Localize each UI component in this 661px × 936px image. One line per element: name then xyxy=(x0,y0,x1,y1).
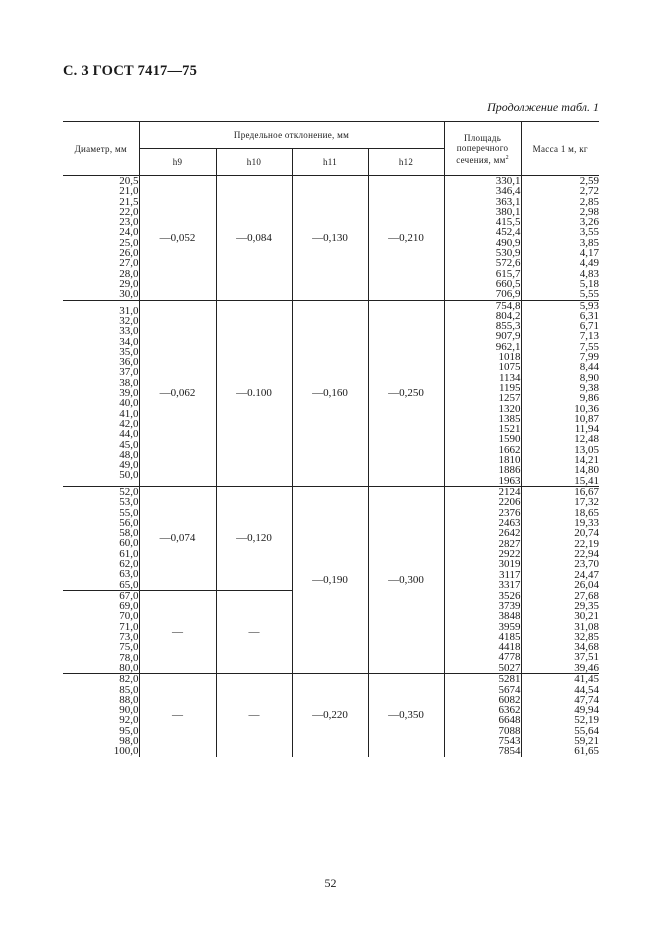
table-row-group xyxy=(63,674,599,757)
table-cell-value: 615,7 xyxy=(495,267,521,280)
table-cell-value: 1134 xyxy=(498,371,521,384)
table-cell-value: 29,35 xyxy=(574,599,600,612)
table-cell-value: 33,0 xyxy=(119,325,139,338)
table-cell-value: 61,65 xyxy=(574,745,600,758)
table-cell-value: 1257 xyxy=(498,392,521,405)
table-cell-value: 69,0 xyxy=(119,600,139,613)
area-list xyxy=(444,590,521,673)
table-cell-value: 1195 xyxy=(498,381,521,394)
mass-list xyxy=(521,300,599,486)
table-cell-value: 3526 xyxy=(498,589,521,602)
table-cell-value: 44,54 xyxy=(574,683,600,696)
table-cell-value: 1521 xyxy=(498,423,521,436)
table-cell-value: 55,64 xyxy=(574,724,600,737)
table-cell-value: 7088 xyxy=(498,724,521,737)
table-cell-value: 24,47 xyxy=(574,568,600,581)
tolerance-h12: —0,350 xyxy=(368,674,444,757)
table-cell-value: 28,0 xyxy=(119,267,139,280)
table-cell-value: 6,71 xyxy=(579,320,600,333)
table-row-group xyxy=(63,486,599,590)
mass-list xyxy=(521,486,599,590)
table-cell-value: 32,0 xyxy=(119,315,139,327)
table-cell-value: 5,18 xyxy=(579,277,600,290)
table-cell-value: 3739 xyxy=(498,599,521,612)
table-cell-value: 706,9 xyxy=(495,288,521,301)
table-cell-value: 3317 xyxy=(498,578,521,591)
table-cell-value: 27,0 xyxy=(119,257,139,270)
table-cell-value: 70,0 xyxy=(119,610,139,623)
table-cell-value: 660,5 xyxy=(495,277,521,290)
table-cell-value: 52,0 xyxy=(119,485,139,498)
table-cell-value: 34,68 xyxy=(574,641,600,654)
tolerance-h11: —0,220 xyxy=(292,674,368,757)
diameter-list xyxy=(63,674,139,757)
table-cell-value: 5674 xyxy=(498,683,521,696)
table-cell-value: 530,9 xyxy=(495,247,521,260)
table-cell-value: 2376 xyxy=(498,506,521,519)
area-list xyxy=(444,176,521,301)
table-cell-value: 5,55 xyxy=(579,288,600,301)
table-cell-value: 962,1 xyxy=(495,340,521,353)
table-cell-value: 47,74 xyxy=(574,693,600,706)
table-cell-value: 6362 xyxy=(498,704,521,717)
header-limit-deviation: Предельное отклонение, мм xyxy=(139,122,444,149)
tolerance-h12: —0,250 xyxy=(368,300,444,486)
tolerance-h12-merged: —0,300 xyxy=(368,486,444,673)
table-cell-value: 4,17 xyxy=(579,247,600,260)
table-cell-value: 2,59 xyxy=(579,175,600,187)
table-cell-value: 2642 xyxy=(498,527,521,540)
table-cell-value: 7,55 xyxy=(579,340,600,353)
tolerance-h9: —0,062 xyxy=(139,300,216,486)
area-list xyxy=(444,300,521,486)
tolerance-h12: —0,210 xyxy=(368,176,444,301)
tolerance-h10: — xyxy=(216,590,292,673)
table-cell-value: 100,0 xyxy=(113,745,139,758)
tolerance-h11-merged: —0,190 xyxy=(292,486,368,673)
table-cell-value: 50,0 xyxy=(119,469,139,482)
table-cell-value: 27,68 xyxy=(574,589,600,602)
table-cell-value: 30,0 xyxy=(119,288,139,301)
table-cell-value: 80,0 xyxy=(119,661,139,674)
table-cell-value: 53,0 xyxy=(119,496,139,509)
table-cell-value: 9,86 xyxy=(579,392,600,405)
table-cell-value: 804,2 xyxy=(495,309,521,322)
table-cell-value: 22,0 xyxy=(119,205,139,218)
table-cell-value: 37,0 xyxy=(119,366,139,379)
mass-list xyxy=(521,176,599,301)
table-cell-value: 3959 xyxy=(498,620,521,633)
table-cell-value: 13,05 xyxy=(574,443,600,456)
table-cell-value: 7854 xyxy=(498,745,521,758)
table-cell-value: 19,33 xyxy=(574,517,600,530)
header-area xyxy=(444,122,521,176)
table-cell-value: 23,70 xyxy=(574,558,600,571)
table-cell-value: 61,0 xyxy=(119,547,139,560)
table-cell-value: 36,0 xyxy=(119,356,139,369)
table-cell-value: 1963 xyxy=(498,474,521,487)
table-cell-value: 1590 xyxy=(498,433,521,446)
table-cell-value: 17,32 xyxy=(574,496,600,509)
table-cell-value: 41,0 xyxy=(119,407,139,420)
table-cell-value: 415,5 xyxy=(495,216,521,229)
table-cell-value: 26,04 xyxy=(574,578,600,591)
tolerance-h9: —0,052 xyxy=(139,176,216,301)
table-cell-value: 10,36 xyxy=(574,402,600,415)
table-cell-value: 88,0 xyxy=(119,693,139,706)
table-cell-value: 5,93 xyxy=(579,299,600,312)
table-cell-value: 7,13 xyxy=(579,330,600,343)
table-cell-value: 16,67 xyxy=(574,486,600,499)
table-cell-value: 3019 xyxy=(498,558,521,571)
table-cell-value: 12,48 xyxy=(574,433,600,446)
table-cell-value: 14,21 xyxy=(574,454,600,467)
page-number: 52 xyxy=(324,876,337,890)
table-cell-value: 20,74 xyxy=(574,527,600,540)
table-cell-value: 4,49 xyxy=(579,257,600,270)
table-cell-value: 6,31 xyxy=(579,309,600,322)
table-cell-value: 9,38 xyxy=(579,381,600,394)
superscript-2: 2 xyxy=(505,154,509,161)
diameter-list xyxy=(63,300,139,486)
table-cell-value: 1075 xyxy=(498,361,521,374)
table-cell-value: 572,6 xyxy=(495,257,521,270)
table-cell-value: 21,5 xyxy=(119,195,139,208)
table-cell-value: 5281 xyxy=(498,673,521,686)
header-diameter: Диаметр, мм xyxy=(63,122,139,176)
table-cell-value: 4,83 xyxy=(579,267,600,280)
table-cell-value: 73,0 xyxy=(119,631,139,644)
table-cell-value: 1662 xyxy=(498,443,521,456)
table-row-group xyxy=(63,176,599,301)
page-header: С. 3 ГОСТ 7417—75 xyxy=(63,63,198,79)
table-cell-value: 34,0 xyxy=(119,335,139,348)
diameter-list xyxy=(63,486,139,590)
header-h10: h10 xyxy=(216,149,292,176)
tolerance-h9: —0,074 xyxy=(139,486,216,590)
table-cell-value: 59,21 xyxy=(574,735,600,748)
table-cell-value: 3,85 xyxy=(579,236,600,249)
table-cell-value: 45,0 xyxy=(119,438,139,451)
table-cell-value: 490,9 xyxy=(495,236,521,249)
table-cell-value: 2463 xyxy=(498,517,521,530)
table-cell-value: 1018 xyxy=(498,351,521,364)
diameter-list xyxy=(63,176,139,301)
mass-list xyxy=(521,674,599,757)
table-cell-value: 6082 xyxy=(498,693,521,706)
table-cell-value: 4185 xyxy=(498,630,521,643)
table-cell-value: 24,0 xyxy=(119,226,139,239)
table-cell-value: 3117 xyxy=(498,568,521,581)
table-cell-value: 39,46 xyxy=(574,661,600,674)
table-cell-value: 40,0 xyxy=(119,397,139,410)
table-cell-value: 3,55 xyxy=(579,226,600,239)
table-cell-value: 78,0 xyxy=(119,651,139,664)
table-cell-value: 55,0 xyxy=(119,506,139,519)
table-cell-value: 98,0 xyxy=(119,735,139,748)
header-h12: h12 xyxy=(368,149,444,176)
table-cell-value: 31,08 xyxy=(574,620,600,633)
mass-list xyxy=(521,590,599,673)
table-cell-value: 7,99 xyxy=(579,351,600,364)
table-cell-value: 23,0 xyxy=(119,216,139,229)
tolerance-h9: — xyxy=(139,590,216,673)
table-cell-value: 330,1 xyxy=(495,175,521,187)
table-cell-value: 90,0 xyxy=(119,704,139,717)
table-cell-value: 1320 xyxy=(498,402,521,415)
table-cell-value: 1810 xyxy=(498,454,521,467)
area-list xyxy=(444,486,521,590)
tolerance-h11: —0,130 xyxy=(292,176,368,301)
tolerance-h10: —0,084 xyxy=(216,176,292,301)
table-cell-value: 31,0 xyxy=(119,304,139,317)
table-cell-value: 14,80 xyxy=(574,464,600,477)
area-list xyxy=(444,674,521,757)
table-cell-value: 18,65 xyxy=(574,506,600,519)
header-mass: Масса 1 м, кг xyxy=(521,122,599,176)
table-cell-value: 44,0 xyxy=(119,428,139,441)
table-cell-value: 452,4 xyxy=(495,226,521,239)
tolerance-h10: —0,120 xyxy=(216,486,292,590)
table-cell-value: 60,0 xyxy=(119,537,139,550)
table-cell-value: 4778 xyxy=(498,651,521,664)
table-cell-value: 8,44 xyxy=(579,361,600,374)
table-cell-value: 25,0 xyxy=(119,236,139,249)
tolerance-h11: —0,160 xyxy=(292,300,368,486)
table-cell-value: 1385 xyxy=(498,412,521,425)
table-cell-value: 49,94 xyxy=(574,704,600,717)
table-cell-value: 42,0 xyxy=(119,417,139,430)
table-cell-value: 4418 xyxy=(498,641,521,654)
table-cell-value: 2,98 xyxy=(579,205,600,218)
table-cell-value: 48,0 xyxy=(119,448,139,461)
table-cell-value: 35,0 xyxy=(119,345,139,358)
table-cell-value: 39,0 xyxy=(119,387,139,400)
table-cell-value: 52,19 xyxy=(574,714,600,727)
table-cell-value: 2124 xyxy=(498,486,521,499)
table-cell-value: 6648 xyxy=(498,714,521,727)
table-cell-value: 2,72 xyxy=(579,185,600,198)
tolerance-h10: — xyxy=(216,674,292,757)
table-cell-value: 8,90 xyxy=(579,371,600,384)
header-h11: h11 xyxy=(292,149,368,176)
tolerance-h10: —0.100 xyxy=(216,300,292,486)
table-cell-value: 855,3 xyxy=(495,320,521,333)
table-cell-value: 380,1 xyxy=(495,205,521,218)
table-cell-value: 754,8 xyxy=(495,299,521,312)
table-cell-value: 2827 xyxy=(498,537,521,550)
table-cell-value: 37,51 xyxy=(574,651,600,664)
table-cell-value: 2206 xyxy=(498,496,521,509)
table-cell-value: 2,85 xyxy=(579,195,600,208)
table-cell-value: 5027 xyxy=(498,661,521,674)
table-cell-value: 32,85 xyxy=(574,630,600,643)
table-cell-value: 85,0 xyxy=(119,683,139,696)
table-row-group xyxy=(63,300,599,486)
table-cell-value: 56,0 xyxy=(119,516,139,529)
table-cell-value: 26,0 xyxy=(119,247,139,260)
table-cell-value: 71,0 xyxy=(119,620,139,633)
table-cell-value: 907,9 xyxy=(495,330,521,343)
table-cell-value: 20,5 xyxy=(119,175,139,187)
table-cell-value: 29,0 xyxy=(119,277,139,290)
table-cell-value: 21,0 xyxy=(119,185,139,198)
table-cell-value: 62,0 xyxy=(119,557,139,570)
table-cell-value: 22,94 xyxy=(574,547,600,560)
table-cell-value: 346,4 xyxy=(495,185,521,198)
table-cell-value: 63,0 xyxy=(119,568,139,581)
table-cell-value: 1886 xyxy=(498,464,521,477)
tolerance-h9: — xyxy=(139,674,216,757)
table-cell-value: 49,0 xyxy=(119,459,139,472)
table-cell-value: 38,0 xyxy=(119,376,139,389)
table-cell-value: 95,0 xyxy=(119,724,139,737)
table-cell-value: 363,1 xyxy=(495,195,521,208)
tolerance-table xyxy=(63,121,599,757)
table-cell-value: 75,0 xyxy=(119,641,139,654)
table-cell-value: 7543 xyxy=(498,735,521,748)
table-cell-value: 30,21 xyxy=(574,610,600,623)
diameter-list xyxy=(63,590,139,673)
table-cell-value: 3848 xyxy=(498,610,521,623)
table-cell-value: 92,0 xyxy=(119,714,139,727)
table-cell-value: 82,0 xyxy=(119,673,139,686)
table-cell-value: 58,0 xyxy=(119,527,139,540)
table-cell-value: 3,26 xyxy=(579,216,600,229)
table-cell-value: 10,87 xyxy=(574,412,600,425)
table-cell-value: 22,19 xyxy=(574,537,600,550)
table-cell-value: 67,0 xyxy=(119,589,139,602)
table-cell-value: 15,41 xyxy=(574,474,600,487)
table-cell-value: 41,45 xyxy=(574,673,600,686)
table-cell-value: 65,0 xyxy=(119,578,139,591)
table-cell-value: 11,94 xyxy=(574,423,600,436)
header-h9: h9 xyxy=(139,149,216,176)
table-continuation-note: Продолжение табл. 1 xyxy=(487,100,599,114)
header-area-text: Площадь поперечного сечения, $мм^2$ xyxy=(456,132,509,165)
table-cell-value: 2922 xyxy=(498,547,521,560)
